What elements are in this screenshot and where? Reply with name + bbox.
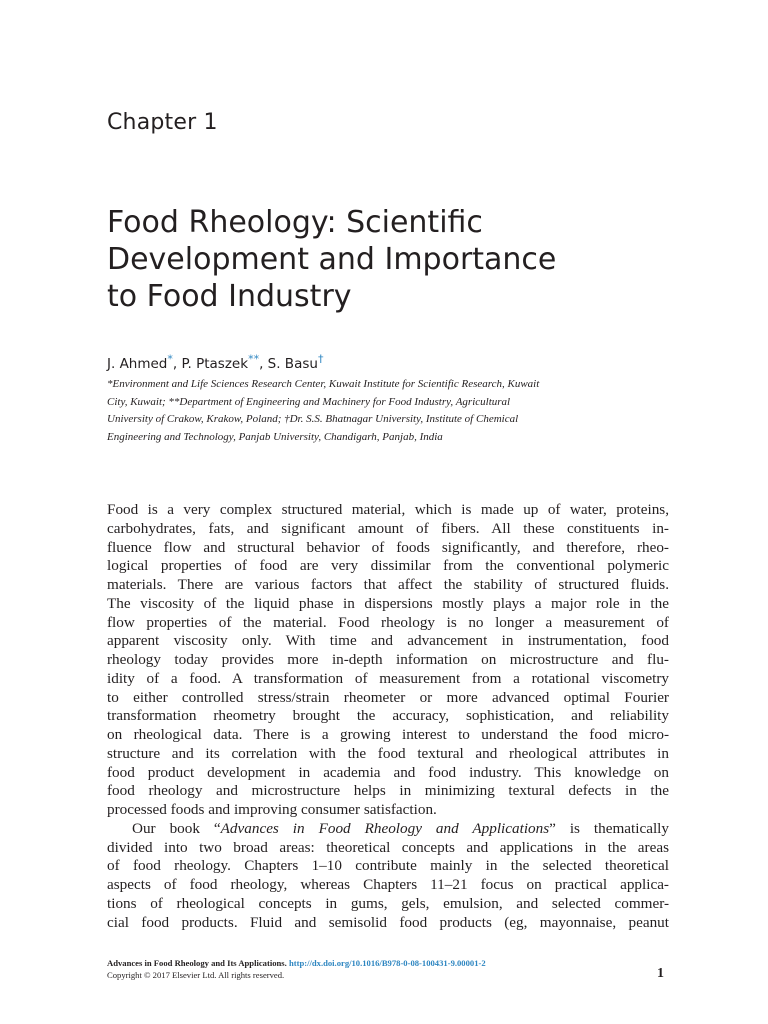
text-line: food product development in academia and food industry. This knowledge on bbox=[107, 763, 669, 781]
text-line: tions of rheological concepts in gums, gels, emulsion, and selected commer- bbox=[107, 894, 669, 912]
footer-book-title: Advances in Food Rheology and Its Applications. bbox=[107, 958, 287, 968]
text-run: Our book “ bbox=[132, 819, 221, 837]
text-line: processed foods and improving consumer satisfaction. bbox=[107, 801, 437, 818]
author-separator: , bbox=[172, 356, 182, 372]
paragraph-1 bbox=[107, 501, 669, 820]
text-line: fluence flow and structural behavior of foods significantly, and therefore, rheo- bbox=[107, 538, 669, 556]
chapter-title-line: to Food Industry bbox=[107, 279, 352, 314]
author-separator: , bbox=[259, 356, 268, 372]
text-line: divided into two broad areas: theoretical concepts and applications in the areas bbox=[107, 838, 669, 856]
author-name: J. Ahmed bbox=[107, 356, 168, 372]
text-line: Food is a very complex structured material, which is made up of water, proteins, bbox=[107, 501, 669, 518]
page-number: 1 bbox=[657, 966, 664, 981]
text-line: to either controlled stress/strain rheometer or more advanced optimal Fourier bbox=[107, 688, 669, 706]
text-line: of food rheology. Chapters 1–10 contribute mainly in the selected theoretical bbox=[107, 857, 669, 875]
affiliation-line: Engineering and Technology, Panjab University, Chandigarh, Panjab, India bbox=[107, 430, 443, 443]
text-line: on rheological data. There is a growing interest to understand the food micro- bbox=[107, 726, 669, 743]
affiliation-mark[interactable]: ** bbox=[248, 352, 260, 366]
paragraph-2 bbox=[107, 820, 669, 933]
author-name: S. Basu bbox=[267, 356, 318, 372]
text-line bbox=[107, 820, 669, 839]
doi-link[interactable]: http://dx.doi.org/10.1016/B978-0-08-100431-9.00001-2 bbox=[288, 958, 486, 968]
chapter-title-line: Food Rheology: Scientific bbox=[107, 205, 483, 240]
affiliation-line: *Environment and Life Sciences Research Center, Kuwait Institute for Scientific Research, Kuwait bbox=[107, 378, 540, 390]
text-line: materials. There are various factors that affect the stability of structured fluids. bbox=[107, 576, 669, 593]
text-line: aspects of food rheology, whereas Chapters 11–21 focus on practical applica- bbox=[107, 876, 669, 893]
text-line: food rheology and microstructure helps in minimizing textural defects in the bbox=[107, 782, 669, 800]
copyright-notice: Copyright © 2017 Elsevier Ltd. All rights reserved. bbox=[107, 970, 285, 980]
affiliation-mark[interactable]: * bbox=[167, 352, 173, 366]
chapter-title bbox=[107, 204, 707, 315]
text-line: cial food products. Fluid and semisolid food products (eg, mayonnaise, peanut bbox=[107, 913, 669, 931]
affiliation-line: City, Kuwait; **Department of Engineering and Machinery for Food Industry, Agricultural bbox=[107, 395, 511, 408]
text-line: flow properties of the material. Food rheology is no longer a measurement of bbox=[107, 613, 669, 631]
author-name: P. Ptaszek bbox=[181, 356, 249, 372]
chapter-label: Chapter 1 bbox=[107, 110, 218, 135]
text-line: structure and its correlation with the food textural and rheological attributes in bbox=[107, 744, 669, 762]
text-line: carbohydrates, fats, and significant amount of fibers. All these constituents in- bbox=[107, 519, 669, 537]
body-text bbox=[107, 501, 669, 932]
text-line: logical properties of food are very dissimilar from the conventional polymeric bbox=[107, 557, 669, 575]
footer-citation bbox=[107, 957, 486, 969]
text-run: ” is thematically bbox=[549, 819, 669, 837]
chapter-title-line: Development and Importance bbox=[107, 242, 557, 277]
affiliation-line: University of Crakow, Krakow, Poland; †Dr. S.S. Bhatnagar University, Institute of Chemical bbox=[107, 413, 519, 425]
page-footer bbox=[107, 957, 486, 981]
affiliation-mark[interactable]: † bbox=[317, 352, 324, 366]
text-line: rheology today provides more in-depth information on microstructure and flu- bbox=[107, 651, 669, 668]
text-line: The viscosity of the liquid phase in dispersions mostly plays a major role in the bbox=[107, 594, 669, 612]
book-title-italic: Advances in Food Rheology and Applications bbox=[220, 819, 550, 837]
text-line: apparent viscosity only. With time and advancement in instrumentation, food bbox=[107, 632, 669, 650]
text-line: idity of a food. A transformation of measurement from a rotational viscometry bbox=[107, 669, 669, 687]
author-list bbox=[107, 352, 324, 372]
text-line: transformation rheometry brought the accuracy, sophistication, and reliability bbox=[107, 707, 669, 725]
affiliations bbox=[107, 376, 667, 446]
